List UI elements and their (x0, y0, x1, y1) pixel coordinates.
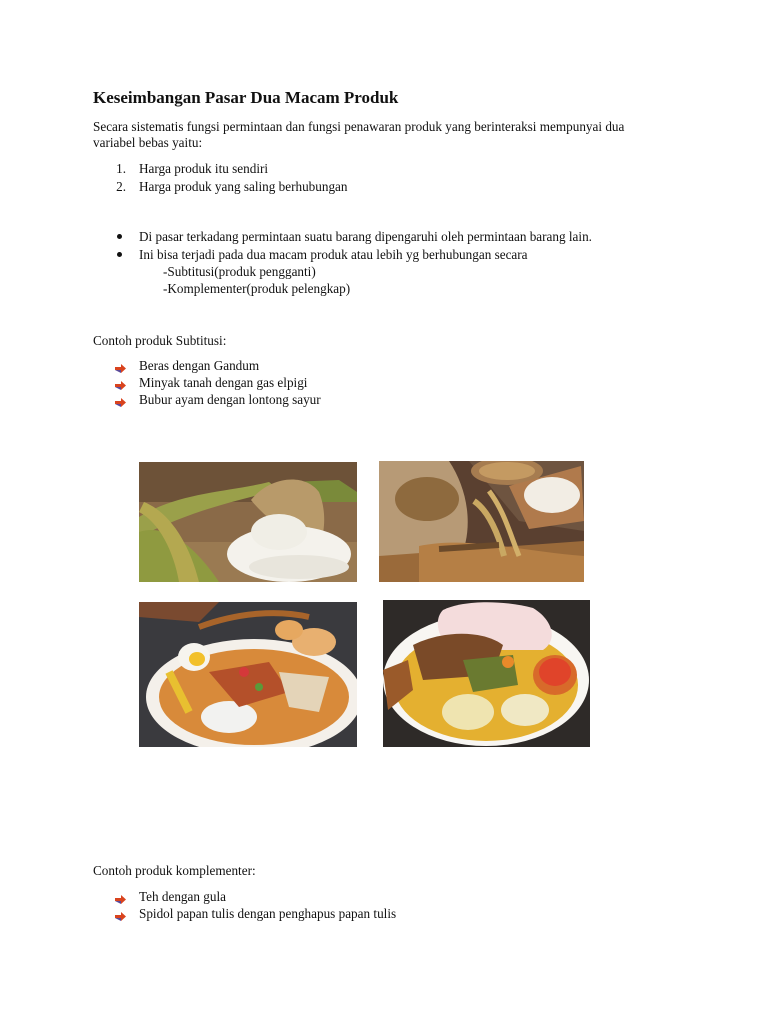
arrow-marker-icon (115, 892, 126, 909)
list-item: Harga produk itu sendiri (139, 161, 269, 176)
section-heading-komplementer: Contoh produk komplementer: (93, 863, 256, 878)
list-item: Harga produk yang saling berhubungan (139, 179, 348, 194)
wheat-photo (379, 461, 584, 582)
list-item: Spidol papan tulis dengan penghapus papan tulis (139, 906, 397, 921)
list-item: Di pasar terkadang permintaan suatu barang dipengaruhi oleh permintaan barang lain. (139, 229, 592, 244)
arrow-marker-icon (115, 361, 126, 378)
page-title: Keseimbangan Pasar Dua Macam Produk (93, 88, 399, 107)
list-number: 2. (116, 179, 126, 194)
arrow-marker-icon (115, 378, 126, 395)
arrow-marker-icon (115, 395, 126, 412)
lontong-sayur-photo (383, 600, 590, 747)
list-item: Bubur ayam dengan lontong sayur (139, 392, 321, 407)
arrow-marker-icon (115, 909, 126, 926)
intro-line-1: Secara sistematis fungsi permintaan dan fungsi penawaran produk yang berinteraksi mempunyai dua (93, 119, 625, 134)
list-item: Teh dengan gula (139, 889, 226, 904)
sub-item: -Komplementer(produk pelengkap) (163, 281, 351, 296)
section-heading-substitusi: Contoh produk Subtitusi: (93, 333, 227, 348)
bubur-ayam-photo (139, 602, 357, 747)
list-item: Ini bisa terjadi pada dua macam produk atau lebih yg berhubungan secara (139, 247, 528, 262)
bullet-icon (117, 252, 122, 257)
list-item: Beras dengan Gandum (139, 358, 260, 373)
sub-item: -Subtitusi(produk pengganti) (163, 264, 316, 279)
intro-line-2: variabel bebas yaitu: (93, 135, 203, 150)
bullet-icon (117, 234, 122, 239)
list-number: 1. (116, 161, 126, 176)
rice-photo (139, 462, 357, 582)
list-item: Minyak tanah dengan gas elpigi (139, 375, 308, 390)
